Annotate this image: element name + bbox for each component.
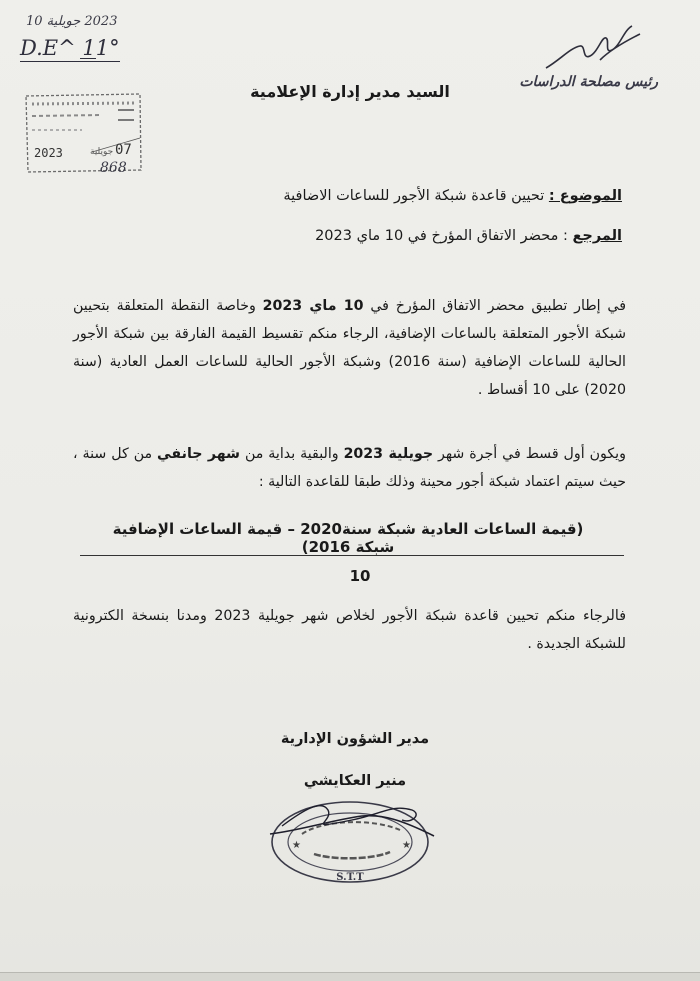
paragraph2-text-b: والبقية بداية من (240, 446, 344, 462)
paragraph2-bold-january: شهر جانفي (157, 446, 241, 462)
formula-fraction-line (80, 555, 624, 556)
page-bottom-edge (0, 972, 700, 981)
reference-label: المرجع (572, 228, 622, 244)
body-paragraph-1 (73, 292, 626, 404)
body-paragraph-3: فالرجاء منكم تحيين قاعدة شبكة الأجور لخلاص شهر جويلية 2023 ومدنا بنسخة الكترونية للشبكة الجديدة . (73, 608, 626, 652)
official-seal (262, 790, 442, 890)
paragraph1-bold-date: 10 ماي 2023 (262, 298, 364, 314)
svg-text:★: ★ (292, 840, 301, 851)
signatory-name: منير العكايشي (303, 773, 407, 789)
seal-label: S.T.T (336, 872, 364, 883)
top-signature-scribble (540, 20, 650, 80)
stamp-day: 07 (115, 142, 132, 158)
svg-text:★: ★ (402, 840, 411, 851)
subject-value: تحيين قاعدة شبكة الأجور للساعات الاضافية (283, 188, 545, 204)
signatory-title: مدير الشؤون الإدارية (280, 731, 430, 747)
stamp-month: جويلية (90, 147, 114, 157)
handwritten-underline (80, 58, 96, 59)
body-paragraph-2 (73, 440, 626, 496)
addressee-heading: السيد مدير إدارة الإعلامية (250, 82, 450, 101)
stamp-frame-graphic (22, 90, 147, 175)
reference-value: : محضر الاتفاق المؤرخ في 10 ماي 2023 (315, 228, 568, 244)
paragraph2-text-c: من كل سنة ، حيث سيتم اعتماد شبكة أجور محينة وذلك طبقا للقاعدة التالية : (73, 446, 626, 490)
reference-line (315, 228, 622, 244)
formula-denominator: 10 (349, 567, 371, 585)
paragraph1-text-b: وخاصة النقطة المتعلقة بتحيين شبكة الأجور المتعلقة بالساعات الإضافية، الرجاء منكم تقسيط القيمة الفارقة بين شبكة الأجور الحالية للساعات الإضافية (سنة 2016) وشبكة الأجور الحالية للساعات العمل العادية (سنة 2020) على 10 أقساط . (73, 298, 626, 398)
formula-numerator: (قيمة الساعات العادية شبكة سنة2020 – قيمة الساعات الإضافية شبكة 2016) (112, 520, 584, 556)
received-stamp (22, 90, 147, 175)
subject-line (283, 188, 622, 204)
top-right-title: رئيس مصلحة الدراسات (519, 74, 658, 90)
subject-label: الموضوع : (548, 188, 622, 204)
paragraph2-text-a: ويكون أول قسط في أجرة شهر (433, 446, 626, 462)
stamp-handwritten-number: 868 (100, 160, 127, 176)
paragraph1-text-a: في إطار تطبيق محضر الاتفاق المؤرخ في (363, 298, 626, 314)
paragraph2-bold-month: جويلية 2023 (343, 446, 434, 462)
stamp-year: 2023 (34, 146, 63, 160)
handwritten-date-note: 2023 جويلية 10 (26, 14, 118, 29)
handwritten-ref-code: D.E^ 11° (20, 36, 120, 60)
